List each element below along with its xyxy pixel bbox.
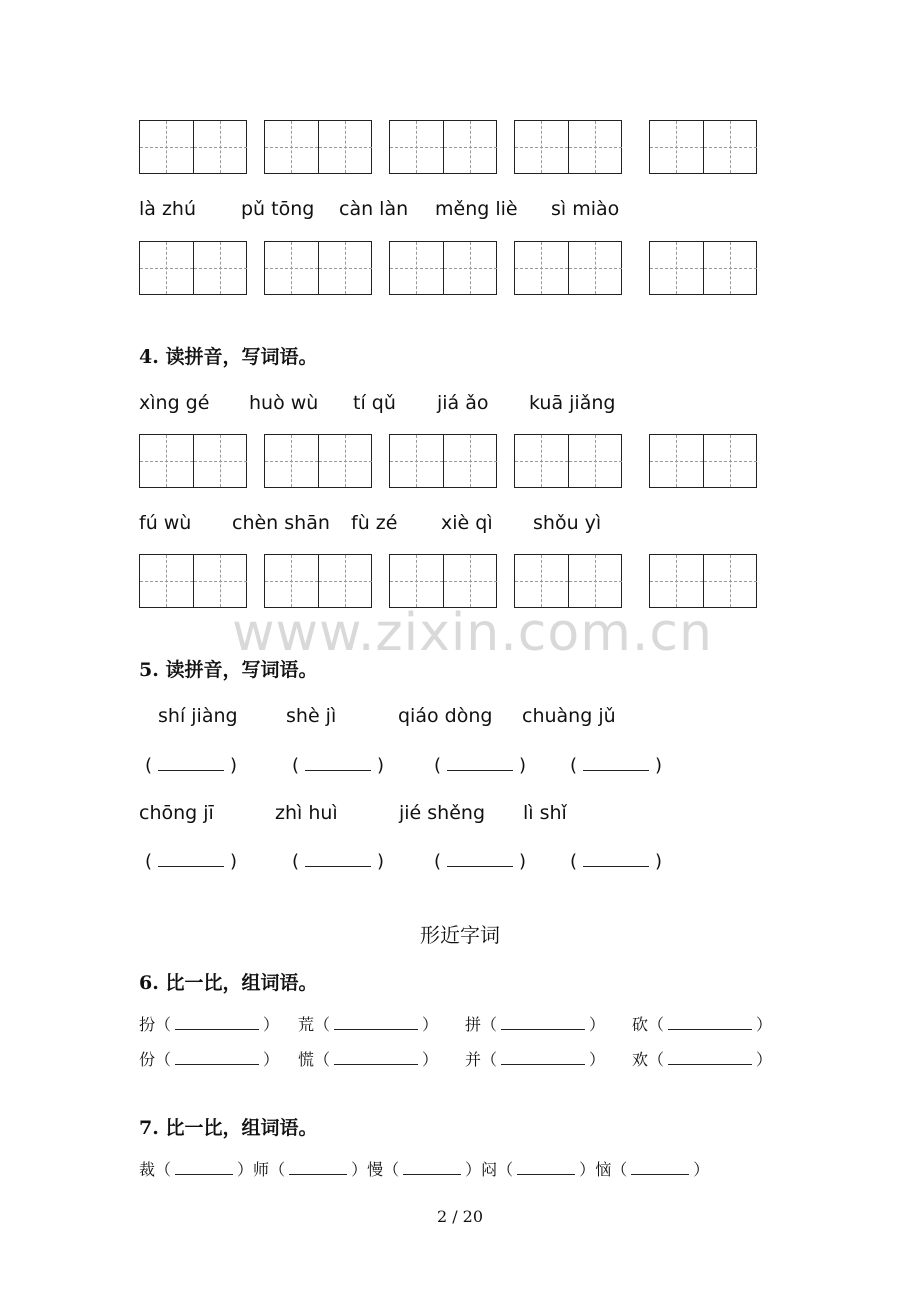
compare-item[interactable]: 份（ ）	[139, 1050, 280, 1069]
answer-blank[interactable]: ( )	[570, 755, 663, 776]
writing-box[interactable]	[139, 434, 247, 488]
writing-box[interactable]	[514, 554, 622, 608]
answer-blank[interactable]: ( )	[570, 851, 663, 872]
pinyin-item: qiáo dòng	[398, 705, 493, 727]
pinyin-item: shè jì	[286, 705, 337, 727]
pinyin-item: zhì huì	[275, 802, 338, 824]
question-7-title: 7. 比一比，组词语。	[139, 1117, 318, 1139]
page-number: 2 / 20	[436, 1207, 484, 1226]
writing-box[interactable]	[389, 241, 497, 295]
pinyin-item: chuàng jǔ	[522, 705, 616, 727]
writing-box[interactable]	[139, 241, 247, 295]
writing-grid-row-2	[139, 241, 759, 295]
writing-box[interactable]	[264, 120, 372, 174]
pinyin-item: xiè qì	[441, 512, 493, 534]
pinyin-item: huò wù	[249, 392, 319, 414]
compare-item[interactable]: 裁（ ）	[139, 1160, 254, 1179]
writing-box[interactable]	[264, 554, 372, 608]
pinyin-item: pǔ tōng	[241, 198, 315, 220]
writing-box[interactable]	[264, 434, 372, 488]
answer-blank[interactable]: ( )	[292, 851, 385, 872]
answer-blank[interactable]: ( )	[434, 851, 527, 872]
compare-item[interactable]: 扮（ ）	[139, 1015, 280, 1034]
pinyin-item: měng liè	[435, 198, 518, 220]
writing-box[interactable]	[389, 554, 497, 608]
answer-blank[interactable]: ( )	[145, 755, 238, 776]
compare-item[interactable]: 并（ ）	[465, 1050, 606, 1069]
compare-item[interactable]: 慌（ ）	[298, 1050, 439, 1069]
pinyin-item: chèn shān	[232, 512, 330, 534]
writing-box[interactable]	[139, 554, 247, 608]
writing-box[interactable]	[649, 554, 757, 608]
compare-item[interactable]: 拼（ ）	[465, 1015, 606, 1034]
answer-blank[interactable]: ( )	[434, 755, 527, 776]
question-5-title: 5. 读拼音，写词语。	[139, 659, 318, 681]
pinyin-item: jiá ǎo	[437, 392, 489, 414]
writing-grid-row-3	[139, 434, 759, 488]
compare-item[interactable]: 砍（ ）	[632, 1015, 773, 1034]
pinyin-item: là zhú	[139, 198, 197, 220]
compare-item[interactable]: 欢（ ）	[632, 1050, 773, 1069]
pinyin-item: fú wù	[139, 512, 192, 534]
section-title: 形近字词	[420, 923, 500, 947]
writing-box[interactable]	[514, 120, 622, 174]
writing-box[interactable]	[139, 120, 247, 174]
pinyin-item: xìng gé	[139, 392, 210, 414]
writing-box[interactable]	[649, 120, 757, 174]
pinyin-item: chōng jī	[139, 802, 214, 824]
pinyin-item: càn làn	[339, 198, 409, 220]
pinyin-item: kuā jiǎng	[529, 392, 616, 414]
question-6-title: 6. 比一比，组词语。	[139, 972, 318, 994]
pinyin-item: tí qǔ	[353, 392, 396, 414]
pinyin-item: sì miào	[551, 198, 620, 220]
answer-blank[interactable]: ( )	[292, 755, 385, 776]
compare-item[interactable]: 闷（ ）	[481, 1160, 596, 1179]
writing-box[interactable]	[389, 434, 497, 488]
compare-item[interactable]: 荒（ ）	[298, 1015, 439, 1034]
compare-item[interactable]: 恼（ ）	[595, 1160, 710, 1179]
pinyin-item: shǒu yì	[533, 512, 602, 534]
writing-box[interactable]	[514, 241, 622, 295]
writing-box[interactable]	[649, 241, 757, 295]
pinyin-item: fù zé	[351, 512, 398, 534]
writing-box[interactable]	[649, 434, 757, 488]
writing-box[interactable]	[514, 434, 622, 488]
question-4-title: 4. 读拼音，写词语。	[139, 346, 318, 368]
pinyin-item: lì shǐ	[523, 802, 567, 824]
writing-grid-row-1	[139, 120, 759, 174]
compare-item[interactable]: 慢（ ）	[367, 1160, 482, 1179]
compare-row	[139, 1157, 709, 1180]
writing-grid-row-4	[139, 554, 759, 608]
writing-box[interactable]	[389, 120, 497, 174]
writing-box[interactable]	[264, 241, 372, 295]
compare-item[interactable]: 师（ ）	[253, 1160, 368, 1179]
answer-blank[interactable]: ( )	[145, 851, 238, 872]
watermark: www.zixin.com.cn	[232, 603, 713, 663]
pinyin-item: jié shěng	[399, 802, 486, 824]
pinyin-item: shí jiàng	[158, 705, 238, 727]
